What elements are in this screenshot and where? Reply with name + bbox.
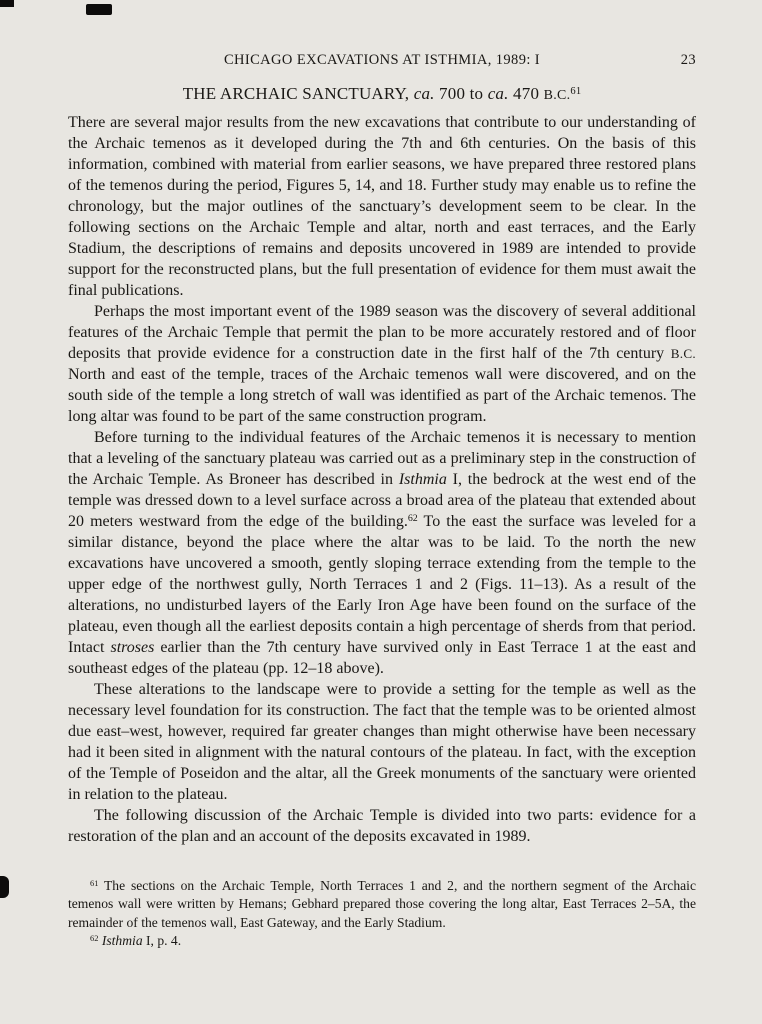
- body-paragraph: [68, 427, 696, 679]
- text-segment: The following discussion of the Archaic Temple is divided into two parts: evidence for a restoration of the plan and an account of the deposits excavated in 1989.: [68, 807, 696, 845]
- footnote-reference: 61: [90, 877, 99, 888]
- text-segment: I, the bedrock at the west end of the temple was dressed down to a level surface across a broad area of the plateau that extended about 20 meters westward from the edge of the building.: [68, 471, 697, 530]
- footnote: [68, 932, 696, 950]
- scan-artifact-top-corner: [0, 0, 14, 7]
- body-paragraph: [68, 805, 696, 847]
- footnote: [68, 877, 696, 932]
- article-body: [68, 112, 696, 847]
- text-segment: 470: [508, 84, 544, 103]
- footnote-reference: 61: [570, 85, 582, 97]
- body-paragraph: [68, 112, 696, 301]
- running-header: [68, 52, 696, 69]
- text-segment: earlier than the 7th century have survived only in East Terrace 1 at the east and southeast edges of the plateau (pp. 12–18 above).: [68, 639, 697, 677]
- footnote-reference: 62: [407, 513, 418, 525]
- text-segment: stroses: [110, 639, 155, 656]
- text-segment: THE ARCHAIC SANCTUARY,: [182, 84, 414, 103]
- text-segment: B.C.: [543, 88, 571, 103]
- text-segment: ca.: [487, 84, 509, 103]
- text-segment: Isthmia: [101, 933, 143, 949]
- text-segment: ca.: [413, 84, 435, 103]
- footnotes-section: [68, 877, 696, 951]
- text-segment: North and east of the temple, traces of the Archaic temenos wall were discovered, and on the south side of the temple a long stretch of wall was identified as part of the Archaic temenos. The long altar was found to be part of the same construction program.: [68, 366, 696, 425]
- running-header-title: CHICAGO EXCAVATIONS AT ISTHMIA, 1989: I: [223, 52, 541, 68]
- body-paragraph: [68, 301, 696, 427]
- text-segment: Before turning to the individual features of the Archaic temenos it is necessary to mention that a leveling of the sanctuary plateau was carried out as a preliminary step in the construction of the Archaic Temple. As Broneer has described in: [68, 429, 696, 488]
- article-title: [68, 84, 696, 104]
- text-segment: Perhaps the most important event of the 1989 season was the discovery of several additional features of the Archaic Temple that permit the plan to be more accurately restored and of floor deposits that provide evidence for a construction date in the first half of the 7th century: [68, 303, 696, 362]
- footnote-reference: 62: [90, 933, 99, 944]
- text-segment: These alterations to the landscape were to provide a setting for the temple as well as the necessary level foundation for its construction. The fact that the temple was to be oriented almost due east–west, however, required far greater changes than might otherwise have been necessary had it been sited in alignment with the natural contours of the plateau. In fact, with the exception of the Temple of Poseidon and the altar, all the Greek monuments of the sanctuary were oriented in relation to the plateau.: [68, 681, 696, 803]
- text-segment: The sections on the Archaic Temple, North Terraces 1 and 2, and the northern segment of the Archaic temenos wall were written by Hemans; Gebhard prepared those covering the long altar, East Terraces 2–5A, the remainder of the temenos wall, East Gateway, and the Early Stadium.: [68, 878, 696, 930]
- text-segment: There are several major results from the new excavations that contribute to our understanding of the Archaic temenos as it developed during the 7th and 6th centuries. On the basis of this information, combined with material from earlier seasons, we have prepared three restored plans of the temenos during the period, Figures 5, 14, and 18. Further study may enable us to refine the chronology, but the major outlines of the sanctuary’s development seem to be clear. In the following sections on the Archaic Temple and altar, north and east terraces, and the Early Stadium, the descriptions of remains and deposits uncovered in 1989 are intended to provide support for the reconstructed plans, but the full presentation of evidence for them must await the final publications.: [68, 114, 696, 299]
- text-segment: B.C.: [670, 346, 696, 361]
- scan-artifact-left-edge: [0, 876, 9, 898]
- scan-artifact-top-mark: [86, 4, 112, 15]
- text-segment: I, p. 4.: [142, 933, 182, 949]
- text-segment: Isthmia: [398, 471, 447, 488]
- text-segment: 700 to: [434, 84, 488, 103]
- body-paragraph: [68, 679, 696, 805]
- text-segment: To the east the surface was leveled for a similar distance, beyond the place where the altar was to be laid. To the north the new excavations have uncovered a smooth, gently sloping terrace extending from the temple to the upper edge of the northwest gully, North Terraces 1 and 2 (Figs. 11–13). As a result of the alterations, no undisturbed layers of the Early Iron Age have been found on the surface of the plateau, even though all the earliest deposits contain a high percentage of sherds from that period. Intact: [68, 513, 696, 656]
- page-number: 23: [680, 52, 696, 68]
